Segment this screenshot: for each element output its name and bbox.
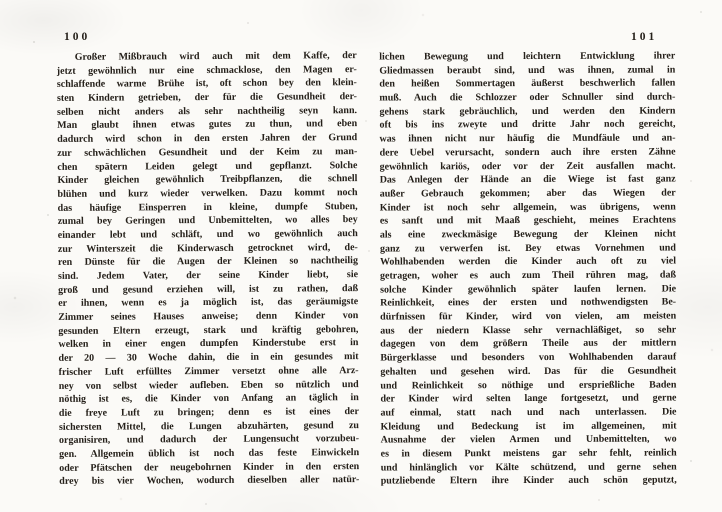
text-line: Kinder ist noch sehr allgemein, was übrigens, wenn [379, 201, 676, 214]
text-line: Großer Mißbrauch wird auch mit dem Kaffe, der [74, 50, 357, 63]
text-line: putzliebende Eltern ihre Kinder auch schön geputzt, [380, 474, 677, 487]
text-line: als eine zweckmäsige Bewegung der Kleinen nicht [379, 228, 676, 241]
text-line: blühen und kurz wieder verwelken. Dazu kommt noch [57, 186, 358, 200]
text-line: der Kinder wird selten lange fortgesetzt, und gerne [380, 392, 677, 405]
text-line: Bürgerklasse und besonders von Wohlhabenden darauf [380, 351, 677, 364]
page-number-left: 100 [64, 31, 91, 43]
text-line: den heißen Sommertagen äußerst beschwerlich fallen [379, 77, 676, 90]
text-line: ganz zu verwerfen ist. Bey etwas Vornehmen und [379, 242, 676, 255]
text-line: jetzt gewöhnlich nur eine schmacklose, den Magen er- [56, 63, 357, 77]
text-line: was ihnen nicht nur häufig die Mundfäule und an- [379, 132, 676, 145]
text-line: Das Anlegen der Hände an die Wiege ist fast ganz [379, 173, 676, 186]
text-line: gehens stark gebräuchlich, und werden den Kindern [379, 105, 676, 118]
text-line: zur schwächlichen Gesundheit und der Keim zu man- [57, 145, 358, 159]
text-line: welken in einer engen dumpfen Kinderstube erst in [58, 337, 359, 351]
text-line: es sanft und mit Maaß geschieht, meines Erachtens [379, 214, 676, 227]
text-line: oder Pfätschen der neugebohrnen Kinder in den ersten [59, 460, 360, 474]
scan-speckles [0, 0, 2, 2]
text-line: drey bis vier Wochen, wodurch dieselben aller natür- [59, 474, 360, 488]
text-line: Man glaubt ihnen etwas gutes zu thun, und eben [57, 118, 358, 132]
text-line: der 20 — 30 Woche dahin, die in ein gesundes mit [58, 351, 359, 365]
text-line: das häufige Einsperren in kleine, dumpfe Stuben, [57, 200, 358, 214]
text-line: Gliedmassen beraubt sind, und was ihnen, zumal in [379, 64, 676, 77]
text-line: zur Winterszeit die Kinderwasch getrocknet wird, de- [57, 241, 358, 255]
page-right-text [379, 49, 677, 488]
text-line: gewöhnlich kariös, oder vor der Zeit ausfallen macht. [379, 159, 676, 173]
text-line: organisiren, und dadurch der Lungensucht vorzubeu- [59, 433, 360, 447]
text-line: nöthig ist es, die Kinder von Anfang an täglich in [58, 392, 359, 406]
text-line: Ausnahme der vielen Armen und Unbemittelten, wo [380, 433, 677, 446]
text-line: außer Gebrauch gekommen; aber das Wiegen der [379, 187, 676, 200]
text-line: auf einmal, statt nach und nach unterlassen. Die [380, 406, 677, 419]
text-line: getragen, woher es auch zum Theil rühren mag, daß [380, 269, 677, 282]
text-line: dagegen von dem größern Theile aus der mittlern [380, 337, 677, 350]
page-left-text [57, 49, 360, 489]
text-line: Wohlhabenden werden die Kinder auch oft zu viel [379, 255, 676, 268]
text-line: Kinder gleichen gewöhnlich Treibpflanzen, die schnell [57, 173, 358, 187]
text-line: und hinlänglich vor Kälte schützend, und gerne sehen [380, 461, 677, 474]
text-line: oft bis ins zweyte und dritte Jahr noch gereicht, [379, 118, 676, 131]
text-line: Zimmer seines Hauses anweise; denn Kinder von [58, 310, 359, 323]
text-line: groß und gesund erziehen will, ist zu rathen, daß [58, 282, 359, 296]
text-line: dadurch wird schon in den ersten Jahren der Grund [57, 132, 358, 146]
text-line: und Reinlichkeit so nöthige und ersprießliche Baden [380, 378, 677, 392]
text-line: Kleidung und Bedeckung ist im allgemeinen, mit [380, 420, 677, 433]
text-line: einander lebt und schläft, und wo gewöhnlich auch [57, 228, 358, 241]
text-line: lichen Bewegung und leichtern Entwicklung ihrer [379, 50, 676, 63]
text-line: gehalten und gesehen wird. Das für die Gesundheit [380, 365, 677, 378]
text-line: frischer Luft erfülltes Zimmer versetzt ohne alle Arz- [58, 364, 359, 378]
text-line: dere Uebel verursacht, sondern auch ihre ersten Zähne [379, 146, 676, 159]
text-line: solche Kinder gewöhnlich später laufen lernen. Die [380, 283, 677, 296]
text-line: gen. Allgemein üblich ist noch das feste Einwickeln [59, 447, 360, 460]
text-line: chen spätern Leiden gelegt und gepflanzt. Solche [57, 159, 358, 173]
text-line: muß. Auch die Schlozzer oder Schnuller sind durch- [379, 91, 676, 104]
text-line: es in diesem Punkt meistens gar sehr fehlt, reinlich [380, 447, 677, 460]
text-line: aus der niedern Klasse sehr vernachläßiget, so sehr [380, 324, 677, 337]
text-line: gesunden Eltern erzeugt, stark und kräftig gebohren, [58, 323, 359, 337]
text-line: ney von selbst wieder aufleben. Eben so nützlich und [58, 378, 359, 392]
text-line: die freye Luft zu bringen; denn es ist eines der [58, 405, 359, 419]
text-line: selben nicht anders als sehr nachtheilig seyn kann. [57, 104, 358, 118]
text-line: schlaffende warme Brühe ist, oft schon bey den klein- [56, 77, 357, 91]
text-line: sten Kindern getrieben, der für die Gesundheit der- [56, 91, 357, 104]
text-line: Reinlichkeit, eines der ersten und nothwendigsten Be- [380, 296, 677, 309]
page-number-right: 101 [631, 31, 658, 43]
text-line: sind. Jedem Vater, der seine Kinder liebt, sie [58, 269, 359, 282]
text-line: dürfnissen für Kinder, wird von vielen, am meisten [380, 310, 677, 323]
text-line: ren Dünste für die Augen der Kleinen so nachtheilig [57, 255, 358, 269]
text-line: sichersten Mittel, die Lungen abzuhärten, gesund zu [58, 419, 359, 433]
text-line: er ihnen, wenn es ja möglich ist, das geräumigste [58, 296, 359, 310]
text-line: zumal bey Geringen und Unbemittelten, wo alles bey [57, 214, 358, 228]
